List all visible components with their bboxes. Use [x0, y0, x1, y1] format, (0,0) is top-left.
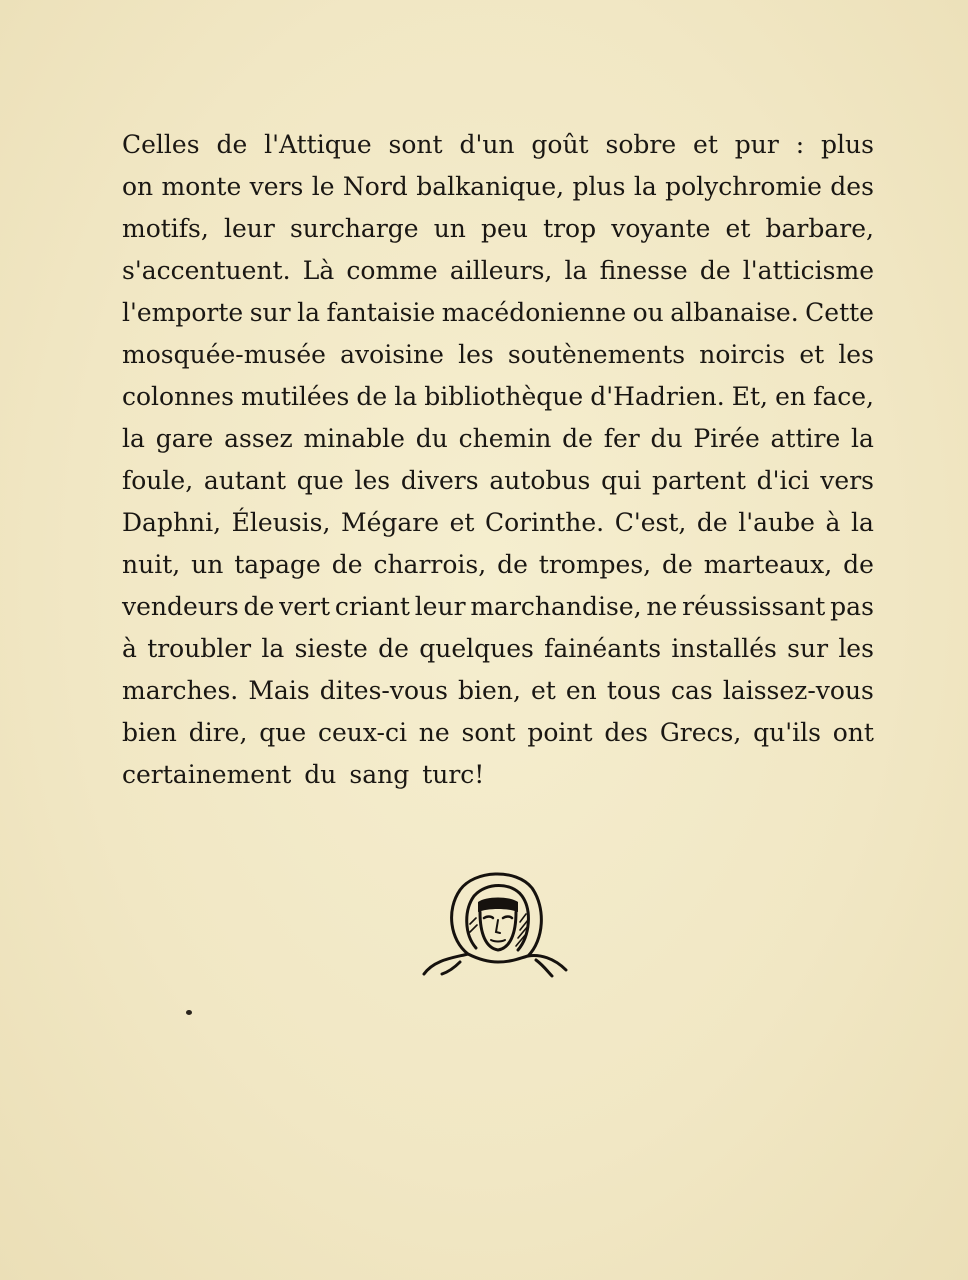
- word: Éleusis,: [231, 508, 331, 537]
- word: monte: [161, 172, 242, 201]
- word: vers: [249, 172, 304, 201]
- word: comme: [346, 256, 438, 285]
- word: la: [297, 298, 320, 327]
- word: sang: [349, 760, 410, 789]
- word: minable: [303, 424, 405, 453]
- word: ne: [418, 718, 450, 747]
- word: en: [775, 382, 806, 411]
- word: C'est,: [614, 508, 687, 537]
- word: ceux-ci: [317, 718, 407, 747]
- word: assez: [224, 424, 293, 453]
- word: voyante: [611, 214, 711, 243]
- word: balkanique,: [416, 172, 565, 201]
- word: sieste: [294, 634, 368, 663]
- word: turc!: [422, 760, 485, 789]
- word: plus: [821, 130, 874, 159]
- word: dites-vous: [319, 676, 448, 705]
- word: s'accentuent.: [122, 256, 291, 285]
- word: nuit,: [122, 550, 181, 579]
- word: marches.: [122, 676, 239, 705]
- word: peu: [481, 214, 528, 243]
- word: sont: [461, 718, 516, 747]
- word: soutènements: [507, 340, 686, 369]
- text-line: [122, 124, 874, 166]
- text-line: [122, 712, 874, 754]
- word: de: [562, 424, 593, 453]
- word: laissez-vous: [722, 676, 874, 705]
- word: vert: [279, 592, 331, 621]
- word: divers: [400, 466, 479, 495]
- word: mutilées: [241, 382, 350, 411]
- word: Et,: [731, 382, 768, 411]
- word: pas: [830, 592, 874, 621]
- word: Daphni,: [122, 508, 222, 537]
- word: autant: [203, 466, 287, 495]
- word: polychromie: [665, 172, 822, 201]
- word: qu'ils: [753, 718, 821, 747]
- word: surcharge: [289, 214, 419, 243]
- text-line: [122, 250, 874, 292]
- word: les: [838, 340, 874, 369]
- word: qui: [601, 466, 642, 495]
- word: sur: [249, 298, 291, 327]
- word: mosquée-musée: [122, 340, 326, 369]
- word: l'Attique: [264, 130, 372, 159]
- text-line: [122, 460, 874, 502]
- word: Nord: [342, 172, 408, 201]
- word: vers: [820, 466, 874, 495]
- word: à: [825, 508, 841, 537]
- word: ailleurs,: [449, 256, 553, 285]
- word: réussissant: [682, 592, 826, 621]
- word: l'emporte: [122, 298, 244, 327]
- word: un: [433, 214, 466, 243]
- text-line: [122, 418, 874, 460]
- word: l'aube: [738, 508, 815, 537]
- word: fantaisie: [326, 298, 436, 327]
- word: partent: [652, 466, 746, 495]
- word: :: [795, 130, 805, 159]
- word: et: [530, 676, 556, 705]
- word: fainéants: [544, 634, 662, 663]
- word: Mais: [248, 676, 310, 705]
- text-line: [122, 754, 874, 796]
- word: de: [699, 256, 731, 285]
- word: dire,: [188, 718, 248, 747]
- word: bien,: [458, 676, 521, 705]
- word: les: [458, 340, 494, 369]
- word: Grecs,: [659, 718, 742, 747]
- word: ne: [646, 592, 678, 621]
- word: Cette: [805, 298, 874, 327]
- word: cas: [670, 676, 713, 705]
- word: ont: [832, 718, 874, 747]
- word: du: [650, 424, 683, 453]
- word: des: [604, 718, 648, 747]
- word: trompes,: [538, 550, 652, 579]
- word: installés: [671, 634, 777, 663]
- word: la: [394, 382, 418, 411]
- word: à: [122, 634, 137, 663]
- word: macédonienne: [441, 298, 627, 327]
- word: la: [261, 634, 285, 663]
- word: autobus: [489, 466, 591, 495]
- word: avoisine: [340, 340, 444, 369]
- word: fer: [603, 424, 640, 453]
- word: que: [296, 466, 344, 495]
- word: sur: [787, 634, 829, 663]
- word: de: [378, 634, 409, 663]
- word: de: [356, 382, 388, 411]
- word: point: [527, 718, 593, 747]
- word: les: [838, 634, 874, 663]
- word: plus: [572, 172, 626, 201]
- text-line: [122, 628, 874, 670]
- word: face,: [813, 382, 874, 411]
- word: trop: [543, 214, 597, 243]
- word: de: [331, 550, 363, 579]
- word: la: [633, 172, 657, 201]
- word: Celles: [122, 130, 200, 159]
- text-line: [122, 376, 874, 418]
- word: criant: [334, 592, 410, 621]
- word: bibliothèque: [424, 382, 584, 411]
- word: goût: [531, 130, 589, 159]
- body-paragraph: [122, 124, 874, 796]
- text-line: [122, 166, 874, 208]
- word: de: [662, 550, 693, 579]
- text-line: [122, 292, 874, 334]
- word: les: [354, 466, 391, 495]
- word: finesse: [599, 256, 688, 285]
- text-line: [122, 670, 874, 712]
- word: que: [259, 718, 307, 747]
- word: leur: [223, 214, 275, 243]
- word: et: [449, 508, 475, 537]
- word: noircis: [699, 340, 786, 369]
- word: quelques: [419, 634, 534, 663]
- word: tapage: [234, 550, 321, 579]
- word: de: [497, 550, 528, 579]
- word: la: [851, 424, 874, 453]
- word: un: [191, 550, 224, 579]
- word: du: [304, 760, 337, 789]
- word: sont: [388, 130, 443, 159]
- word: troubler: [147, 634, 252, 663]
- word: chemin: [458, 424, 552, 453]
- word: et: [725, 214, 751, 243]
- word: de: [696, 508, 728, 537]
- word: barbare,: [765, 214, 874, 243]
- word: et: [693, 130, 718, 159]
- word: motifs,: [122, 214, 209, 243]
- word: colonnes: [122, 382, 234, 411]
- word: tous: [606, 676, 661, 705]
- word: de: [243, 592, 275, 621]
- text-line: [122, 502, 874, 544]
- word: de: [843, 550, 874, 579]
- word: Mégare: [340, 508, 440, 537]
- word: sobre: [605, 130, 677, 159]
- word: foule,: [122, 466, 194, 495]
- word: d'un: [459, 130, 515, 159]
- word: et: [799, 340, 825, 369]
- word: bien: [122, 718, 177, 747]
- word: du: [415, 424, 448, 453]
- word: l'atticisme: [742, 256, 874, 285]
- word: Corinthe.: [485, 508, 605, 537]
- word: ou: [632, 298, 664, 327]
- word: vendeurs: [122, 592, 239, 621]
- word: la: [122, 424, 145, 453]
- word: d'Hadrien.: [590, 382, 725, 411]
- ink-speck: [186, 1010, 192, 1015]
- word: certainement: [122, 760, 292, 789]
- word: leur: [414, 592, 466, 621]
- word: gare: [155, 424, 214, 453]
- text-line: [122, 586, 874, 628]
- word: marchandise,: [470, 592, 642, 621]
- word: le: [311, 172, 335, 201]
- word: Là: [302, 256, 335, 285]
- word: albanaise.: [670, 298, 799, 327]
- word: de: [216, 130, 248, 159]
- word: on: [122, 172, 154, 201]
- text-line: [122, 208, 874, 250]
- word: Pirée: [693, 424, 760, 453]
- text-line: [122, 334, 874, 376]
- word: pur: [734, 130, 779, 159]
- word: charrois,: [373, 550, 487, 579]
- word: d'ici: [756, 466, 810, 495]
- hooded-face-illustration-icon: [420, 862, 570, 982]
- word: marteaux,: [703, 550, 833, 579]
- word: la: [564, 256, 588, 285]
- text-line: [122, 544, 874, 586]
- word: des: [830, 172, 874, 201]
- word: en: [565, 676, 597, 705]
- word: attire: [770, 424, 841, 453]
- word: la: [850, 508, 874, 537]
